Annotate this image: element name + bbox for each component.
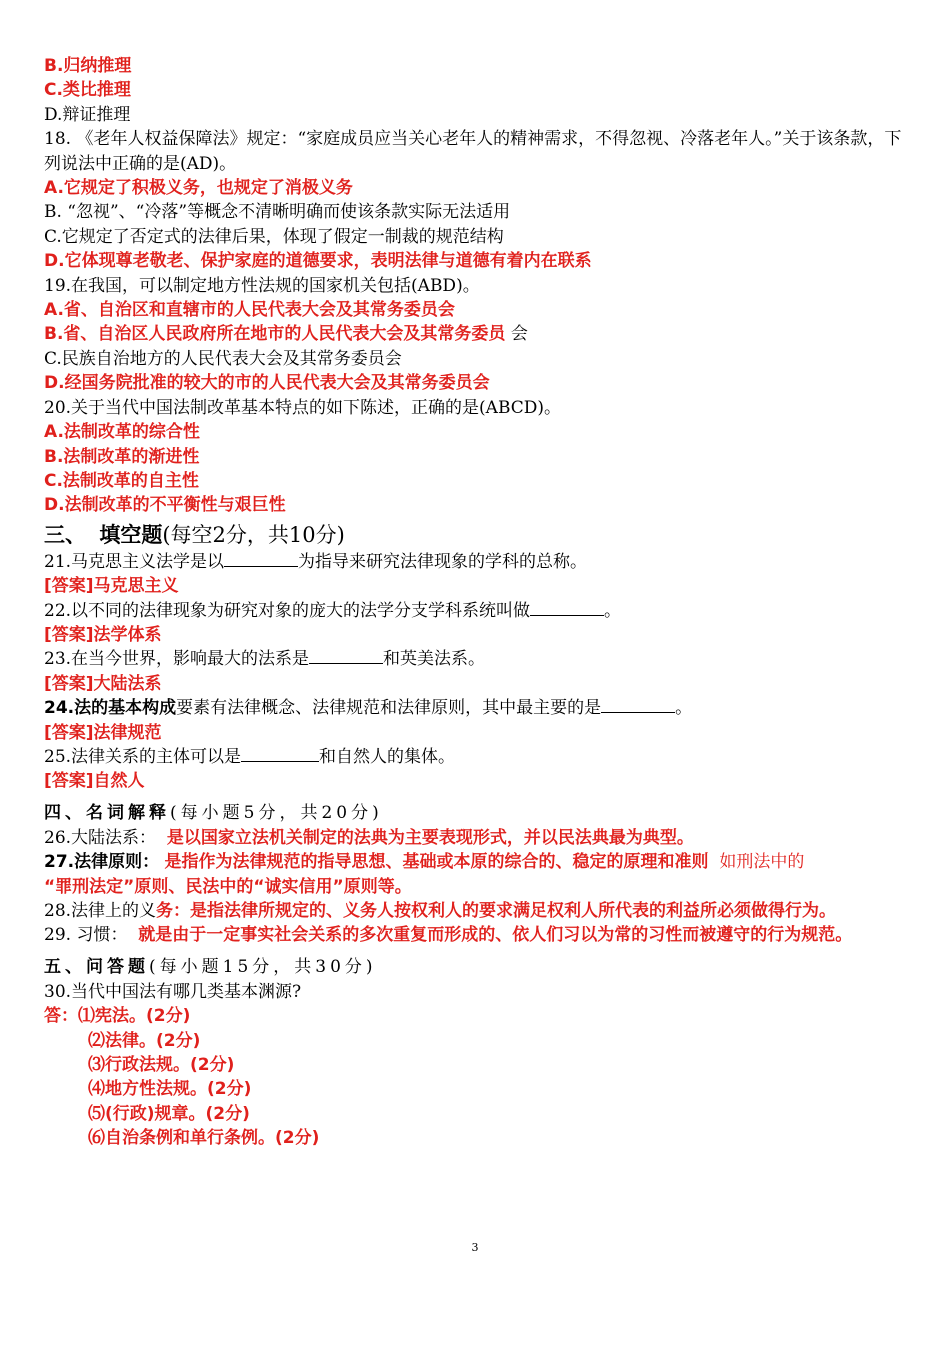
q24-post: 。 <box>675 698 693 719</box>
q26 <box>44 826 909 850</box>
q27-term: 27.法律原则： <box>44 852 160 873</box>
q25-post: 和自然人的集体。 <box>319 746 456 767</box>
q19-option-b-bold: B.省、自治区人民政府所在地市的人民代表大会及其常务委员 <box>44 324 506 345</box>
q23-pre: 23.在当今世界，影响最大的法系是 <box>44 649 310 670</box>
q26-term: 26.大陆法系： <box>44 827 157 848</box>
q17-option-b: B.归纳推理 <box>44 56 132 76</box>
document-page <box>44 54 909 1151</box>
q18-stem: 18. 《老年人权益保障法》规定：“家庭成员应当关心老年人的精神需求，不得忽视、冷落老年人。”关于该条款，下列说法中正确的是(AD)。 <box>44 129 902 174</box>
q27-line2 <box>44 875 909 899</box>
section-4-title: 四、名词解释 <box>44 802 170 823</box>
section-3-note: (每空2分，共10分) <box>162 522 345 547</box>
q25-answer: [答案]自然人 <box>44 771 145 792</box>
q22-blank <box>530 601 604 616</box>
q21-stem <box>44 550 909 574</box>
q24-pre: 要素有法律概念、法律规范和法律原则，其中最主要的是 <box>176 698 602 719</box>
q19-option-a: A.省、自治区和直辖市的人民代表大会及其常务委员会 <box>44 300 455 321</box>
q18-option-c: C.它规定了否定式的法律后果，体现了假定一制裁的规范结构 <box>44 226 504 247</box>
q25-stem <box>44 745 909 769</box>
q27-definition: 是指作为法律规范的指导思想、基础或本原的综合的、稳定的原理和准则 <box>164 852 709 873</box>
q22-pre: 22.以不同的法律现象为研究对象的庞大的法学分支学科系统叫做 <box>44 600 531 621</box>
q28-definition: 务：是指法律所规定的、义务人按权利人的要求满足权利人所代表的利益所必须做得行为。 <box>156 901 837 921</box>
q18-option-a: A.它规定了积极义务，也规定了消极义务 <box>44 178 353 199</box>
q17-option-c: C.类比推理 <box>44 80 131 101</box>
q18-option-b: B. “忽视”、“冷落”等概念不清晰明确而使该条款实际无法适用 <box>44 202 511 223</box>
q30-answer-item: ⑸(行政)规章。(2分) <box>88 1103 250 1124</box>
q21-post: 为指导来研究法律现象的学科的总称。 <box>298 551 588 572</box>
q23-stem <box>44 647 909 671</box>
q20-option-a: A.法制改革的综合性 <box>44 422 200 443</box>
section-3-title: 填空题 <box>99 522 163 547</box>
q30-answer-lead: 答： <box>44 1006 78 1027</box>
q21-blank <box>224 552 298 567</box>
q30-answer-item: ⑵法律。(2分) <box>88 1030 201 1051</box>
q23-blank <box>309 649 383 664</box>
q20-option-d: D.法制改革的不平衡性与艰巨性 <box>44 495 286 516</box>
q28-term: 28.法律上的义 <box>44 901 157 921</box>
section-5-heading <box>44 954 909 980</box>
q24-stem <box>44 696 909 720</box>
q29 <box>44 923 909 947</box>
q23-post: 和英美法系。 <box>383 649 486 670</box>
q19-option-b-tail: 会 <box>505 324 528 345</box>
q22-answer: [答案]法学体系 <box>44 624 162 645</box>
q19-option-d: D.经国务院批准的较大的市的人民代表大会及其常务委员会 <box>44 373 490 394</box>
q21-pre: 21.马克思主义法学是以 <box>44 551 225 572</box>
section-4-note: (每小题5分，共20分) <box>170 802 383 823</box>
section-3-number: 三、 <box>44 522 86 547</box>
q30-stem: 30.当代中国法有哪几类基本渊源? <box>44 981 302 1002</box>
page-number: 3 <box>471 1241 479 1254</box>
q27-tail-2: “罪刑法定”原则、民法中的“诚实信用”原则等。 <box>44 876 412 897</box>
q28 <box>44 899 909 923</box>
q18-option-d: D.它体现尊老敬老、保护家庭的道德要求，表明法律与道德有着内在联系 <box>44 251 592 272</box>
q25-blank <box>241 747 319 762</box>
q22-post: 。 <box>604 600 622 621</box>
q30-answer-line-1 <box>44 1004 909 1028</box>
q19-option-b <box>44 322 909 346</box>
q17-option-d: D.辩证推理 <box>44 104 131 125</box>
q27-line1 <box>44 850 909 874</box>
section-3-heading <box>44 520 909 550</box>
q22-stem <box>44 599 909 623</box>
q30-answer-item: ⑹自治条例和单行条例。(2分) <box>88 1128 320 1149</box>
q19-stem: 19.在我国，可以制定地方性法规的国家机关包括(ABD)。 <box>44 275 480 296</box>
q24-bold: 24.法的基本构成 <box>44 698 177 719</box>
q30-answer-item: ⑷地方性法规。(2分) <box>88 1079 252 1100</box>
section-5-title: 五、问答题 <box>44 956 149 977</box>
q23-answer: [答案]大陆法系 <box>44 673 162 694</box>
q26-definition: 是以国家立法机关制定的法典为主要表现形式，并以民法典最为典型。 <box>166 827 694 848</box>
q24-blank <box>601 698 675 713</box>
q19-option-c: C.民族自治地方的人民代表大会及其常务委员会 <box>44 348 402 369</box>
q24-answer: [答案]法律规范 <box>44 722 162 743</box>
q21-answer: [答案]马克思主义 <box>44 576 179 597</box>
q29-term: 29. 习惯： <box>44 925 128 946</box>
q20-option-b: B.法制改革的渐进性 <box>44 446 200 467</box>
q30-answer-item: ⑶行政法规。(2分) <box>88 1055 235 1076</box>
q25-pre: 25.法律关系的主体可以是 <box>44 746 242 767</box>
q29-definition: 就是由于一定事实社会关系的多次重复而形成的、依人们习以为常的习性而被遵守的行为规范。 <box>138 925 853 946</box>
q30-answer-item: ⑴宪法。(2分) <box>78 1006 191 1027</box>
section-4-heading <box>44 800 909 826</box>
q27-tail-1: 如刑法中的 <box>719 852 805 873</box>
q20-stem: 20.关于当代中国法制改革基本特点的如下陈述，正确的是(ABCD)。 <box>44 397 562 418</box>
section-5-note: (每小题15分，共30分) <box>149 956 377 977</box>
q20-option-c: C.法制改革的自主性 <box>44 470 199 491</box>
